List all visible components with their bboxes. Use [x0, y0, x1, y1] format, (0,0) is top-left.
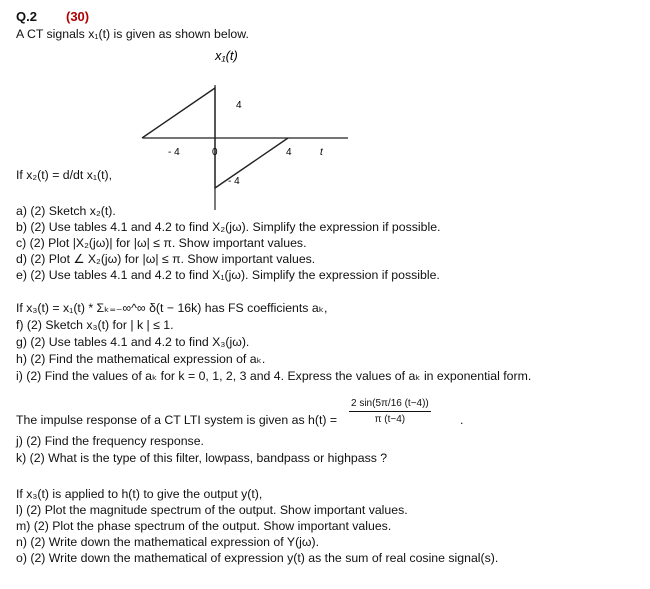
part-k: k) (2) What is the type of this filter, lowpass, bandpass or highpass ?: [16, 451, 388, 465]
y-tick-neg4: - 4: [228, 176, 240, 187]
t-axis-label: t: [320, 147, 323, 158]
y-tick-pos4: 4: [236, 100, 242, 111]
part-d: d) (2) Plot ∠ X₂(jω) for |ω| ≤ π. Show important values.: [16, 252, 316, 266]
part-o: o) (2) Write down the mathematical of expression y(t) as the sum of real cosine signal(s).: [16, 551, 499, 565]
x2-definition: If x₂(t) = d/dt x₁(t),: [16, 168, 113, 182]
part-a: a) (2) Sketch x₂(t).: [16, 204, 116, 218]
question-points: (30): [66, 9, 90, 24]
part-n: n) (2) Write down the mathematical expression of Y(jω).: [16, 535, 320, 549]
fraction-numerator: 2 sin(5π/16 (t−4)): [349, 398, 431, 412]
fraction-denominator: π (t−4): [374, 414, 406, 425]
plot-title: x₁(t): [215, 48, 238, 63]
part-f: f) (2) Sketch x₃(t) for | k | ≤ 1.: [16, 318, 174, 332]
intro-text: A CT signals x₁(t) is given as shown below.: [16, 27, 249, 41]
x3-definition: If x₃(t) = x₁(t) * Σₖ₌₋∞^∞ δ(t − 16k) has FS coefficients aₖ,: [16, 301, 328, 315]
part-g: g) (2) Use tables 4.1 and 4.2 to find X₃(jω).: [16, 335, 250, 349]
part-b: b) (2) Use tables 4.1 and 4.2 to find X₂(jω). Simplify the expression if possible.: [16, 220, 441, 234]
part-i: i) (2) Find the values of aₖ for k = 0, 1, 2, 3 and 4. Express the values of aₖ in exponential form.: [16, 369, 532, 383]
t-tick-0: 0: [212, 147, 218, 158]
output-definition: If x₃(t) is applied to h(t) to give the output y(t),: [16, 487, 263, 501]
impulse-end: .: [460, 413, 464, 427]
part-h: h) (2) Find the mathematical expression of aₖ.: [16, 352, 266, 366]
part-e: e) (2) Use tables 4.1 and 4.2 to find X₁(jω). Simplify the expression if possible.: [16, 268, 440, 282]
part-j: j) (2) Find the frequency response.: [16, 434, 204, 448]
part-m: m) (2) Plot the phase spectrum of the output. Show important values.: [16, 519, 392, 533]
part-c: c) (2) Plot |X₂(jω)| for |ω| ≤ π. Show important values.: [16, 236, 307, 250]
impulse-fraction: [349, 398, 431, 426]
question-number: Q.2: [16, 9, 37, 24]
t-tick-neg4: - 4: [168, 147, 180, 158]
t-tick-4: 4: [286, 147, 292, 158]
part-l: l) (2) Plot the magnitude spectrum of the output. Show important values.: [16, 503, 408, 517]
impulse-response-text: The impulse response of a CT LTI system is given as h(t) =: [16, 413, 338, 427]
